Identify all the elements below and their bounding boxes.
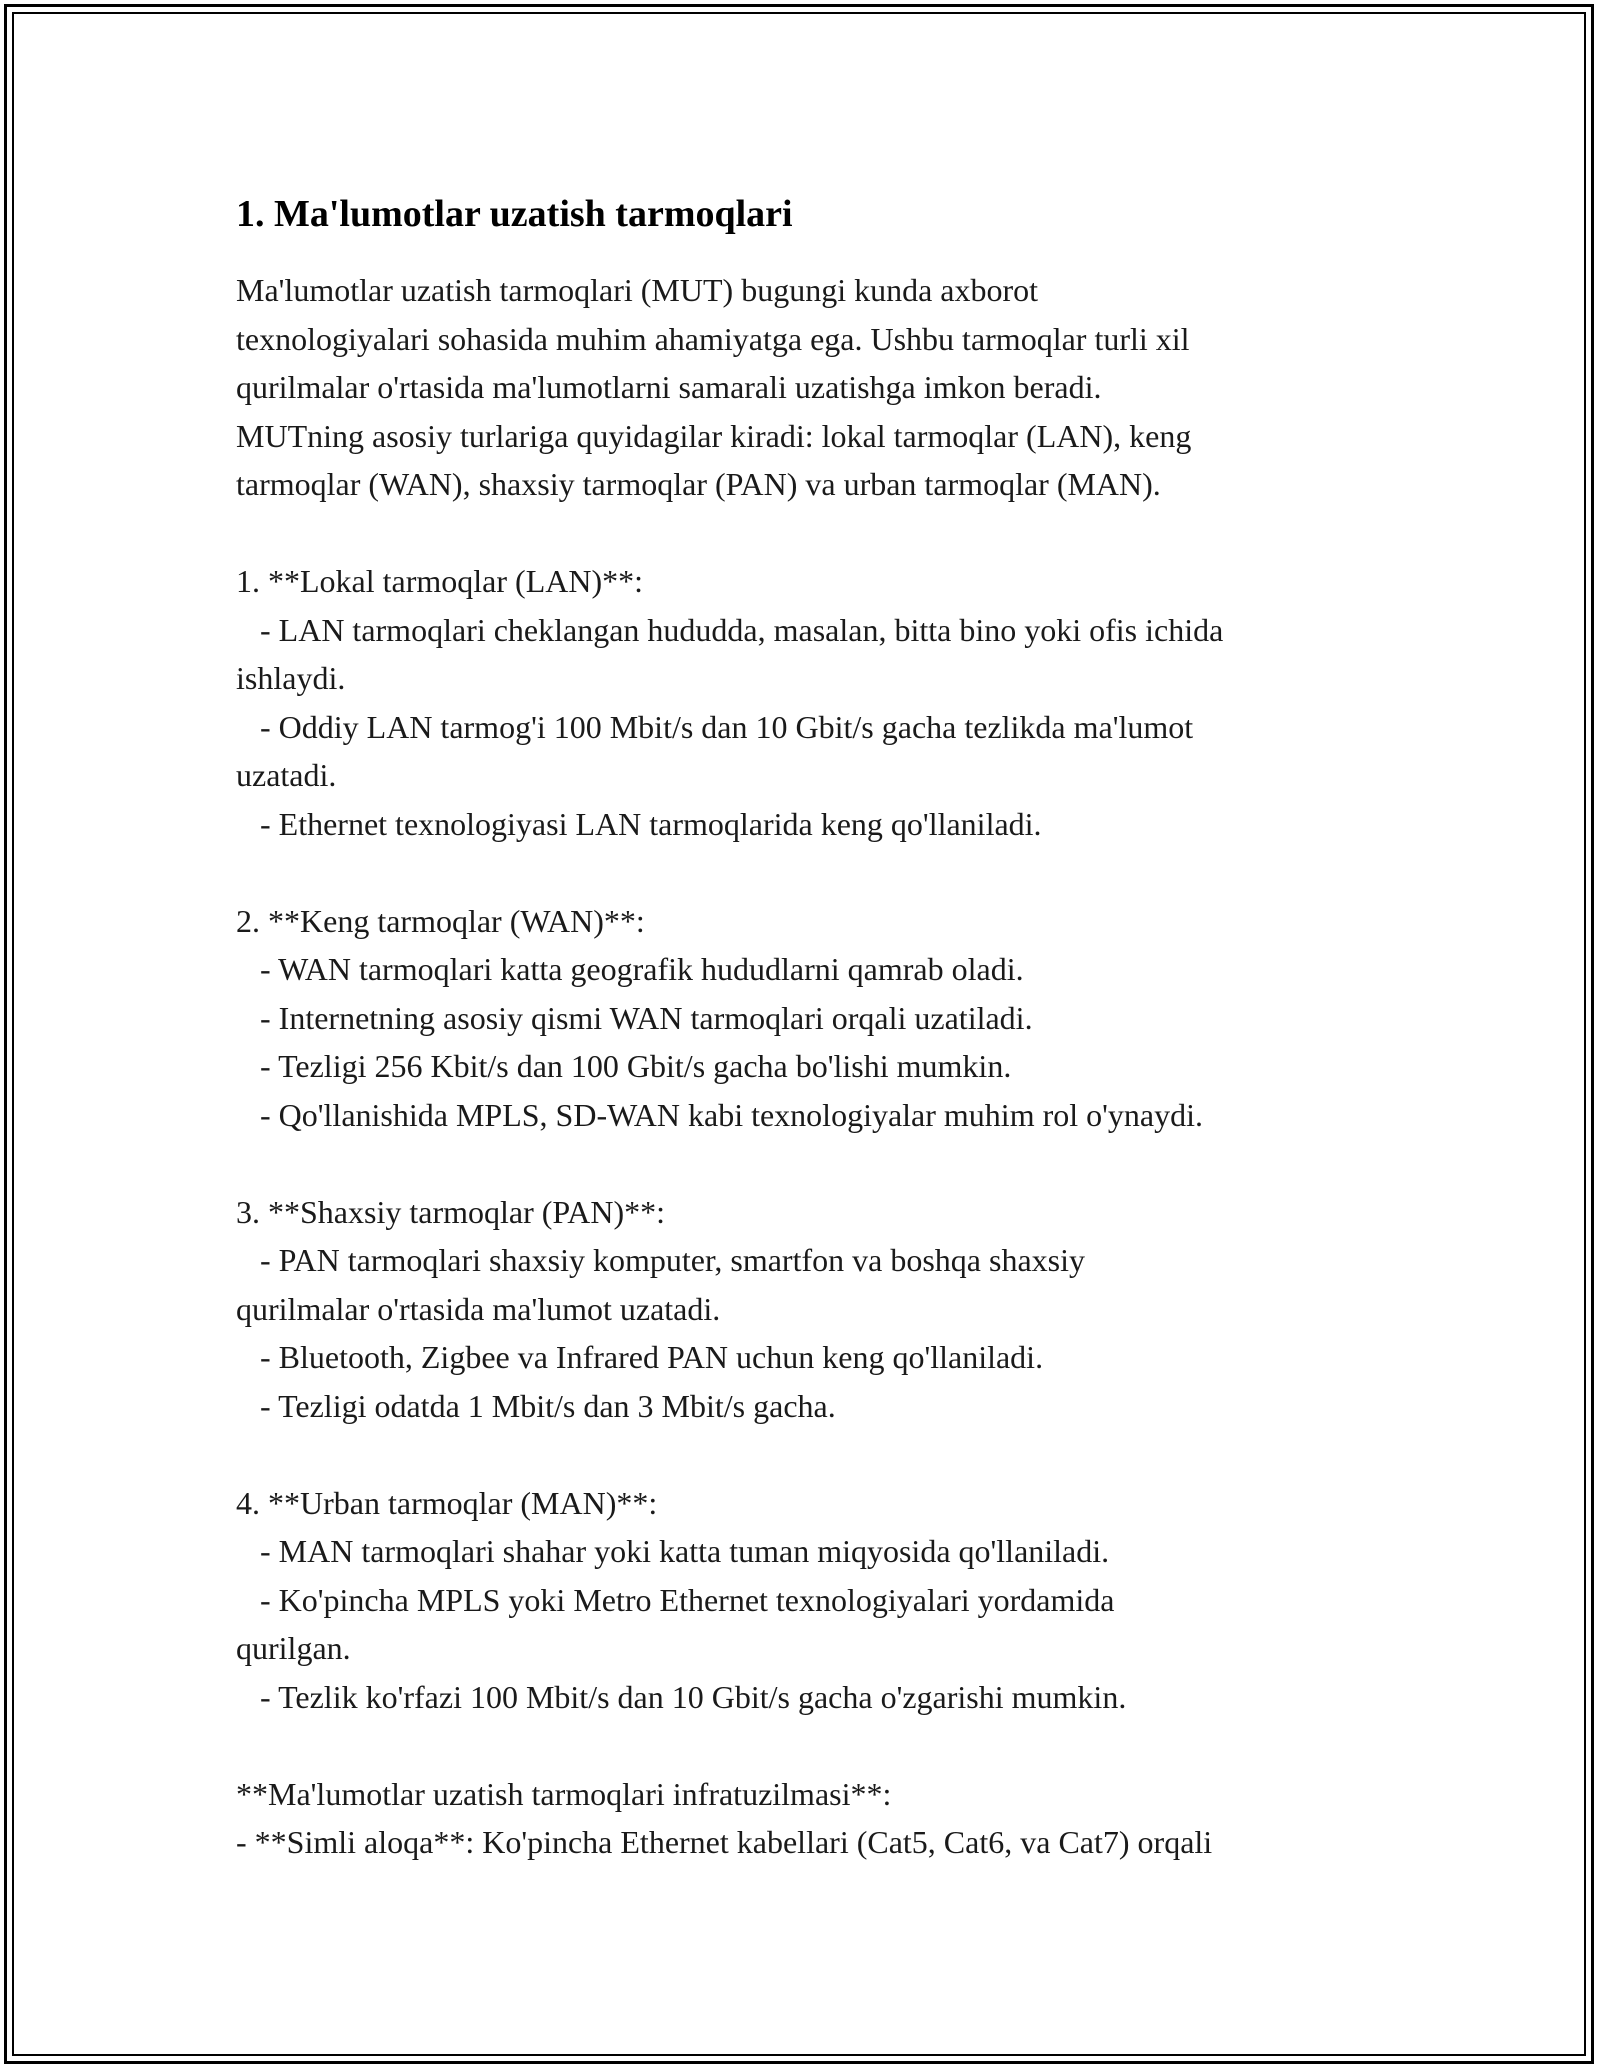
intro-line: texnologiyalari sohasida muhim ahamiyatga ega. Ushbu tarmoqlar turli xil	[236, 320, 1190, 357]
blank-line	[236, 1139, 1396, 1188]
section-line: - PAN tarmoqlari shaxsiy komputer, smartfon va boshqa shaxsiy	[236, 1242, 1085, 1278]
section-line: ishlaydi.	[236, 660, 346, 696]
section-line: - Tezligi odatda 1 Mbit/s dan 3 Mbit/s gacha.	[236, 1387, 836, 1424]
section-line: - **Simli aloqa**: Ko'pincha Ethernet kabellari (Cat5, Cat6, va Cat7) orqali	[236, 1824, 1213, 1860]
section-line: - Bluetooth, Zigbee va Infrared PAN uchun keng qo'llaniladi.	[236, 1339, 1044, 1375]
section-line: - Qo'llanishida MPLS, SD-WAN kabi texnologiyalar muhim rol o'ynaydi.	[236, 1096, 1203, 1133]
section-line: - Ethernet texnologiyasi LAN tarmoqlarida keng qo'llaniladi.	[236, 805, 1042, 842]
blank-line	[236, 848, 1396, 897]
intro-paragraph	[236, 266, 1396, 509]
document-title: 1. Ma'lumotlar uzatish tarmoqlari	[236, 193, 793, 235]
section-line: - Tezligi 256 Kbit/s dan 100 Gbit/s gacha bo'lishi mumkin.	[236, 1048, 1012, 1084]
section-line: - Oddiy LAN tarmog'i 100 Mbit/s dan 10 Gbit/s gacha tezlikda ma'lumot	[236, 708, 1194, 745]
section-pan	[236, 1188, 1396, 1431]
section-heading: 1. **Lokal tarmoqlar (LAN)**:	[236, 563, 643, 599]
intro-line: tarmoqlar (WAN), shaxsiy tarmoqlar (PAN) va urban tarmoqlar (MAN).	[236, 466, 1161, 502]
section-wan	[236, 897, 1396, 1140]
section-heading: 4. **Urban tarmoqlar (MAN)**:	[236, 1484, 658, 1521]
section-heading: **Ma'lumotlar uzatish tarmoqlari infratuzilmasi**:	[236, 1775, 892, 1812]
intro-line: qurilmalar o'rtasida ma'lumotlarni samarali uzatishga imkon beradi.	[236, 369, 1102, 405]
section-line: - Tezlik ko'rfazi 100 Mbit/s dan 10 Gbit/s gacha o'zgarishi mumkin.	[236, 1678, 1127, 1715]
section-line: uzatadi.	[236, 757, 337, 793]
document-body	[236, 186, 1396, 1867]
section-heading: 2. **Keng tarmoqlar (WAN)**:	[236, 902, 645, 939]
section-line: qurilgan.	[236, 1630, 351, 1666]
blank-line	[236, 509, 1396, 558]
intro-line: Ma'lumotlar uzatish tarmoqlari (MUT) bugungi kunda axborot	[236, 272, 1039, 308]
section-line: - LAN tarmoqlari cheklangan hududda, masalan, bitta bino yoki ofis ichida	[236, 611, 1224, 648]
section-man	[236, 1479, 1396, 1722]
blank-line	[236, 1721, 1396, 1770]
section-heading: 3. **Shaxsiy tarmoqlar (PAN)**:	[236, 1193, 666, 1230]
section-line: - MAN tarmoqlari shahar yoki katta tuman miqyosida qo'llaniladi.	[236, 1533, 1110, 1569]
blank-line	[236, 1430, 1396, 1479]
section-infrastructure	[236, 1770, 1396, 1867]
section-line: qurilmalar o'rtasida ma'lumot uzatadi.	[236, 1290, 721, 1327]
intro-line: MUTning asosiy turlariga quyidagilar kiradi: lokal tarmoqlar (LAN), keng	[236, 417, 1192, 454]
section-lan	[236, 557, 1396, 848]
section-line: - Ko'pincha MPLS yoki Metro Ethernet texnologiyalari yordamida	[236, 1581, 1115, 1618]
section-line: - Internetning asosiy qismi WAN tarmoqlari orqali uzatiladi.	[236, 999, 1033, 1036]
section-line: - WAN tarmoqlari katta geografik hududlarni qamrab oladi.	[236, 951, 1024, 987]
